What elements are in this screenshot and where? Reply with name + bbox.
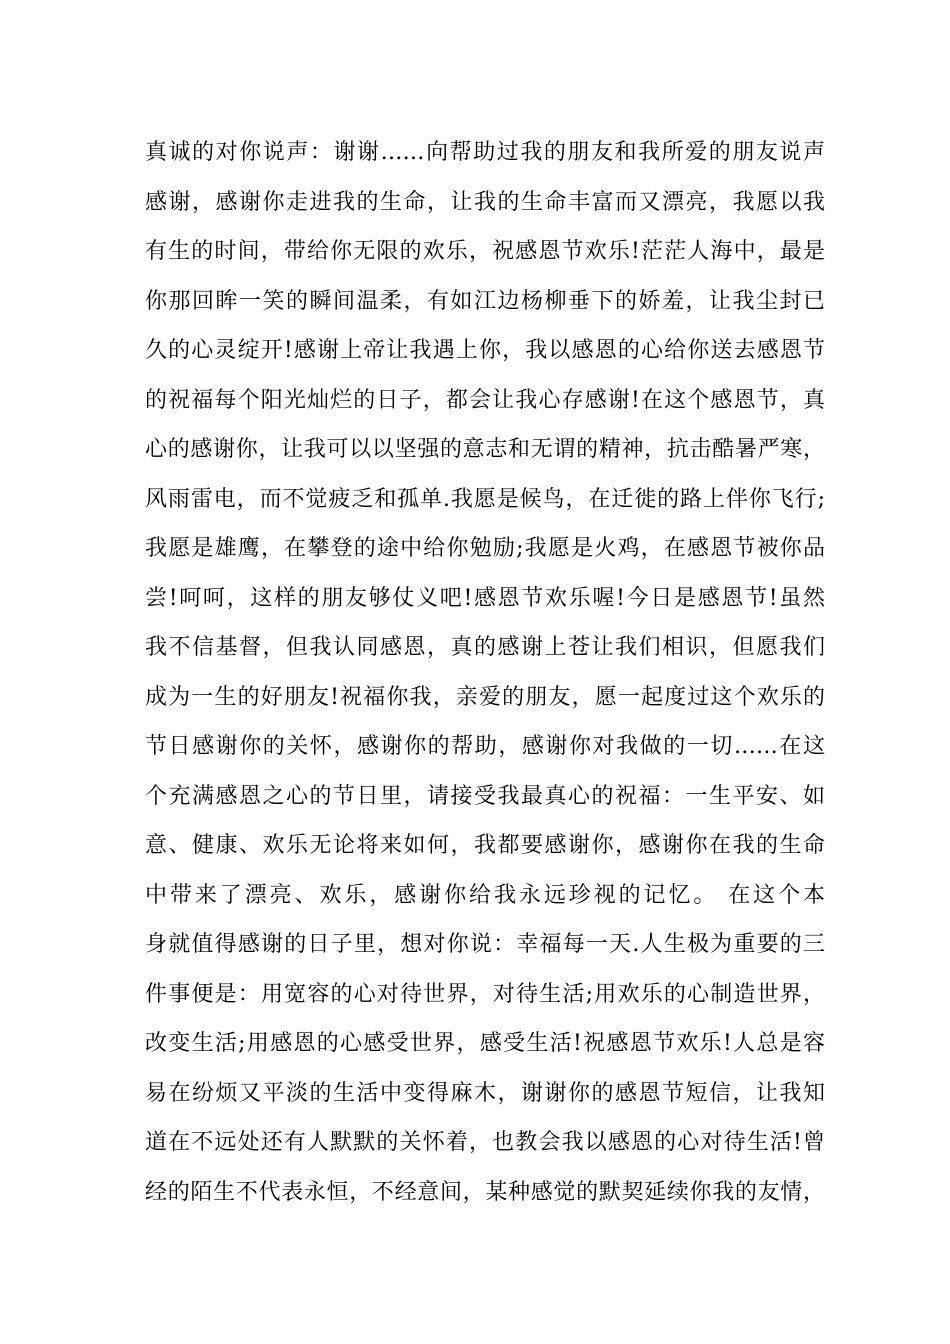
text-line: 中带来了漂亮、欢乐，感谢你给我永远珍视的记忆。 在这个本 — [145, 882, 825, 908]
text-line: 经的陌生不代表永恒，不经意间，某种感觉的默契延续你我的友情， — [145, 1179, 825, 1205]
text-line: 感谢，感谢你走进我的生命，让我的生命丰富而又漂亮，我愿以我 — [145, 189, 825, 215]
text-line: 你那回眸一笑的瞬间温柔，有如江边杨柳垂下的娇羞，让我尘封已 — [145, 288, 825, 314]
text-line: 改变生活;用感恩的心感受世界，感受生活!祝感恩节欢乐!人总是容 — [145, 1031, 825, 1056]
text-line: 个充满感恩之心的节日里，请接受我最真心的祝福：一生平安、如 — [145, 783, 825, 809]
text-line: 成为一生的好朋友!祝福你我，亲爱的朋友，愿一起度过这个欢乐的 — [145, 684, 825, 710]
body-text — [145, 128, 825, 1217]
text-line: 我不信基督，但我认同感恩，真的感谢上苍让我们相识，但愿我们 — [145, 635, 825, 660]
text-line: 身就值得感谢的日子里，想对你说：幸福每一天.人生极为重要的三 — [145, 932, 825, 957]
text-line: 节日感谢你的关怀，感谢你的帮助，感谢你对我做的一切……在这 — [145, 734, 825, 759]
text-line: 件事便是：用宽容的心对待世界，对待生活;用欢乐的心制造世界， — [145, 981, 825, 1007]
text-line: 心的感谢你，让我可以以坚强的意志和无谓的精神，抗击酷暑严寒， — [145, 437, 825, 462]
text-line: 尝!呵呵，这样的朋友够仗义吧!感恩节欢乐喔!今日是感恩节!虽然 — [145, 585, 825, 611]
text-line: 易在纷烦又平淡的生活中变得麻木，谢谢你的感恩节短信，让我知 — [145, 1080, 825, 1106]
text-line: 意、健康、欢乐无论将来如何，我都要感谢你，感谢你在我的生命 — [145, 833, 825, 858]
text-line: 的祝福每个阳光灿烂的日子，都会让我心存感谢!在这个感恩节，真 — [145, 387, 825, 413]
text-line: 有生的时间，带给你无限的欢乐，祝感恩节欢乐!茫茫人海中，最是 — [145, 239, 825, 264]
text-line: 道在不远处还有人默默的关怀着，也教会我以感恩的心对待生活!曾 — [145, 1130, 825, 1155]
text-line: 真诚的对你说声：谢谢……向帮助过我的朋友和我所爱的朋友说声 — [145, 140, 825, 165]
text-line: 我愿是雄鹰，在攀登的途中给你勉励;我愿是火鸡，在感恩节被你品 — [145, 536, 825, 561]
text-line: 风雨雷电，而不觉疲乏和孤单.我愿是候鸟，在迁徙的路上伴你飞行; — [145, 486, 825, 512]
text-line: 久的心灵绽开!感谢上帝让我遇上你，我以感恩的心给你送去感恩节 — [145, 338, 825, 363]
